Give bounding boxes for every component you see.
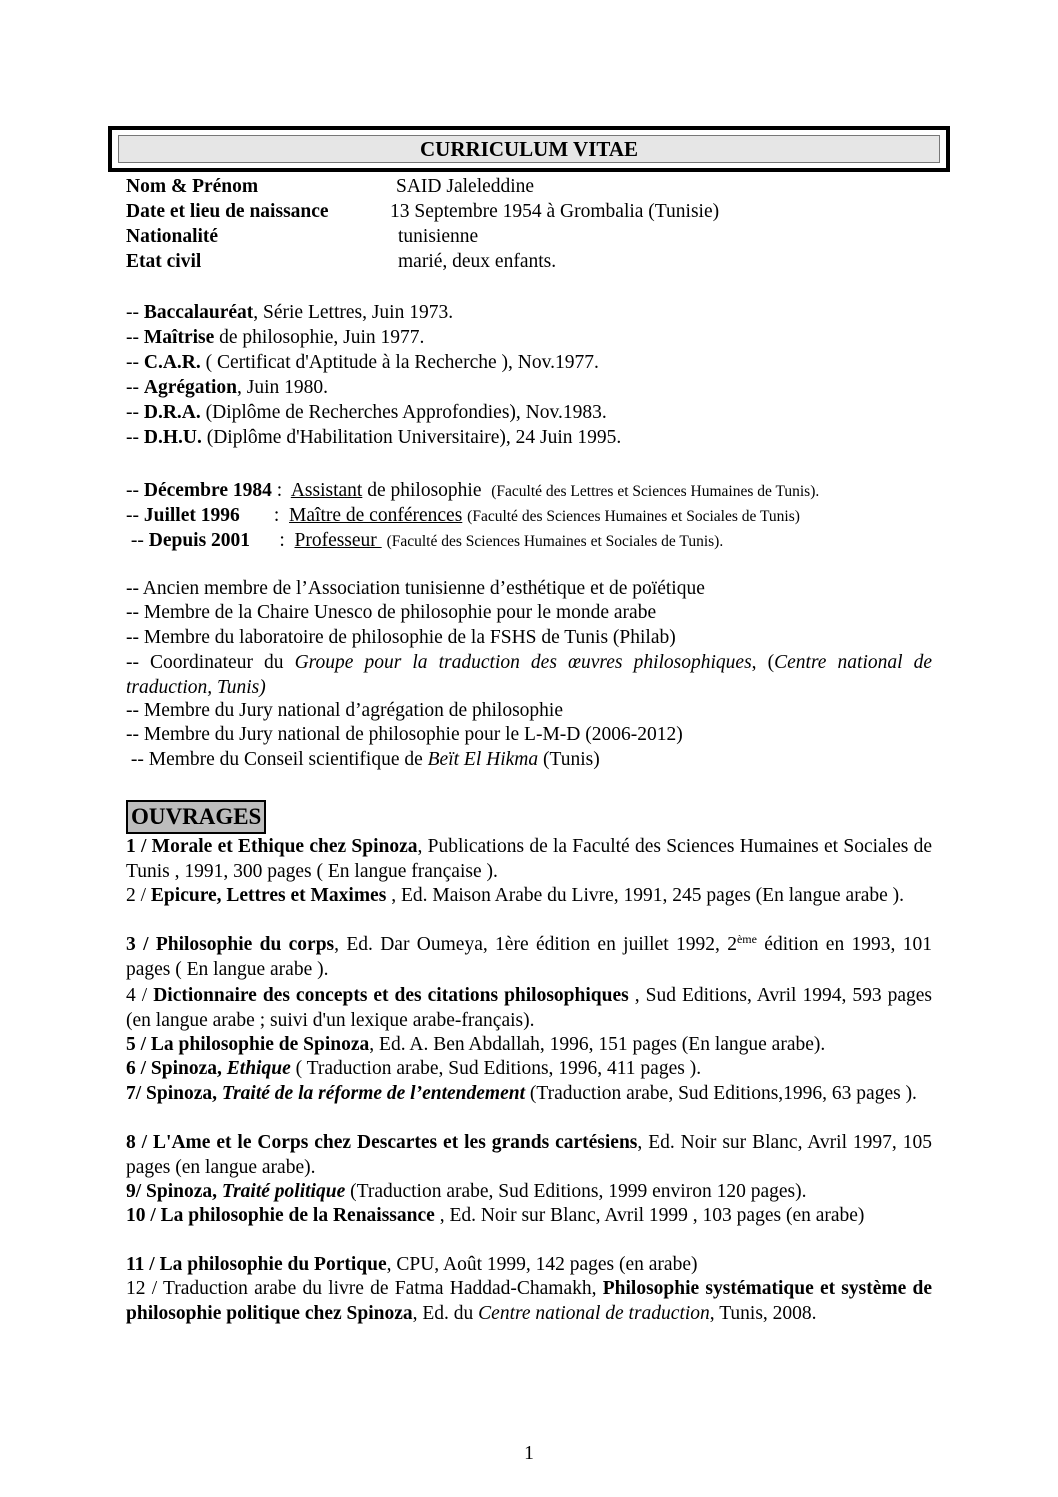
- identity-label: Nationalité: [126, 226, 219, 247]
- membership-item: -- Membre de la Chaire Unesco de philosophie pour le monde arabe: [126, 602, 657, 623]
- cv-title: CURRICULUM VITAE: [118, 135, 940, 163]
- diploma-item: -- C.A.R. ( Certificat d'Aptitude à la Recherche ), Nov.1977.: [126, 352, 599, 373]
- identity-value: tunisienne: [398, 226, 479, 247]
- work-item: 4 / Dictionnaire des concepts et des citations philosophiques , Sud Editions, Avril 1994, 593 pages (en langue arabe ; suivi d'un lexique arabe-français).: [126, 985, 933, 1031]
- membership-item: -- Membre du laboratoire de philosophie de la FSHS de Tunis (Philab): [126, 627, 676, 648]
- title-frame: [108, 126, 950, 172]
- diploma-item: -- D.H.U. (Diplôme d'Habilitation Universitaire), 24 Juin 1995.: [126, 427, 622, 448]
- work-item: 8 / L'Ame et le Corps chez Descartes et les grands cartésiens, Ed. Noir sur Blanc, Avril 1997, 105 pages (en langue arabe).: [126, 1132, 932, 1178]
- identity-value: SAID Jaleleddine: [396, 176, 535, 197]
- page-number: 1: [524, 1443, 534, 1464]
- work-item: 6 / Spinoza, Ethique ( Traduction arabe, Sud Editions, 1996, 411 pages ).: [126, 1058, 702, 1079]
- work-item: 1 / Morale et Ethique chez Spinoza, Publications de la Faculté des Sciences Humaines et Sociales de Tunis , 1991, 300 pages ( En langue française ).: [126, 836, 932, 882]
- career-post: Maître de conférences: [289, 505, 463, 526]
- career-post: Professeur: [294, 530, 382, 551]
- membership-item: -- Membre du Jury national de philosophie pour le L-M-D (2006-2012): [126, 724, 683, 745]
- identity-label: Etat civil: [126, 251, 202, 272]
- identity-value: 13 Septembre 1954 à Grombalia (Tunisie): [390, 201, 720, 222]
- diploma-item: -- Agrégation, Juin 1980.: [126, 377, 329, 398]
- career-item: -- Depuis 2001 : Professeur (Faculté des Sciences Humaines et Sociales de Tunis).: [126, 530, 724, 551]
- career-item: -- Décembre 1984 : Assistant de philosophie (Faculté des Lettres et Sciences Humaines de Tunis).: [126, 480, 820, 501]
- work-item: 2 / Epicure, Lettres et Maximes , Ed. Maison Arabe du Livre, 1991, 245 pages (En langue arabe ).: [126, 885, 904, 906]
- identity-value: marié, deux enfants.: [398, 251, 557, 272]
- work-item: 12 / Traduction arabe du livre de Fatma Haddad-Chamakh, Philosophie systématique et système de philosophie politique chez Spinoza, Ed. du Centre national de traduction, Tunis, 2008.: [126, 1278, 932, 1324]
- membership-item: -- Ancien membre de l’Association tunisienne d’esthétique et de poïétique: [126, 578, 705, 599]
- diploma-item: -- Maîtrise de philosophie, Juin 1977.: [126, 327, 425, 348]
- work-item: 11 / La philosophie du Portique, CPU, Août 1999, 142 pages (en arabe): [126, 1254, 698, 1275]
- diploma-item: -- D.R.A. (Diplôme de Recherches Approfondies), Nov.1983.: [126, 402, 607, 423]
- work-item: 3 / Philosophie du corps, Ed. Dar Oumeya, 1ère édition en juillet 1992, 2ème édition en 1993, 101 pages ( En langue arabe ).: [126, 932, 932, 980]
- work-item: 5 / La philosophie de Spinoza, Ed. A. Ben Abdallah, 1996, 151 pages (En langue arabe).: [126, 1034, 826, 1055]
- career-post: Assistant: [290, 480, 363, 501]
- section-heading-ouvrages: OUVRAGES: [126, 800, 266, 834]
- identity-label: Date et lieu de naissance: [126, 201, 329, 222]
- work-item: 10 / La philosophie de la Renaissance , Ed. Noir sur Blanc, Avril 1999 , 103 pages (en arabe): [126, 1205, 865, 1226]
- work-item: 7/ Spinoza, Traité de la réforme de l’entendement (Traduction arabe, Sud Editions,1996, 63 pages ).: [126, 1083, 917, 1104]
- membership-item: -- Membre du Jury national d’agrégation de philosophie: [126, 700, 564, 721]
- membership-item: -- Membre du Conseil scientifique de Beït El Hikma (Tunis): [126, 749, 600, 770]
- diploma-item: -- Baccalauréat, Série Lettres, Juin 1973.: [126, 302, 454, 323]
- identity-label: Nom & Prénom: [126, 176, 259, 197]
- membership-item: -- Coordinateur du Groupe pour la traduction des œuvres philosophiques, (Centre national de traduction, Tunis): [126, 652, 932, 698]
- work-item: 9/ Spinoza, Traité politique (Traduction arabe, Sud Editions, 1999 environ 120 pages).: [126, 1181, 807, 1202]
- career-item: -- Juillet 1996 : Maître de conférences (Faculté des Sciences Humaines et Sociales de Tunis): [126, 505, 800, 526]
